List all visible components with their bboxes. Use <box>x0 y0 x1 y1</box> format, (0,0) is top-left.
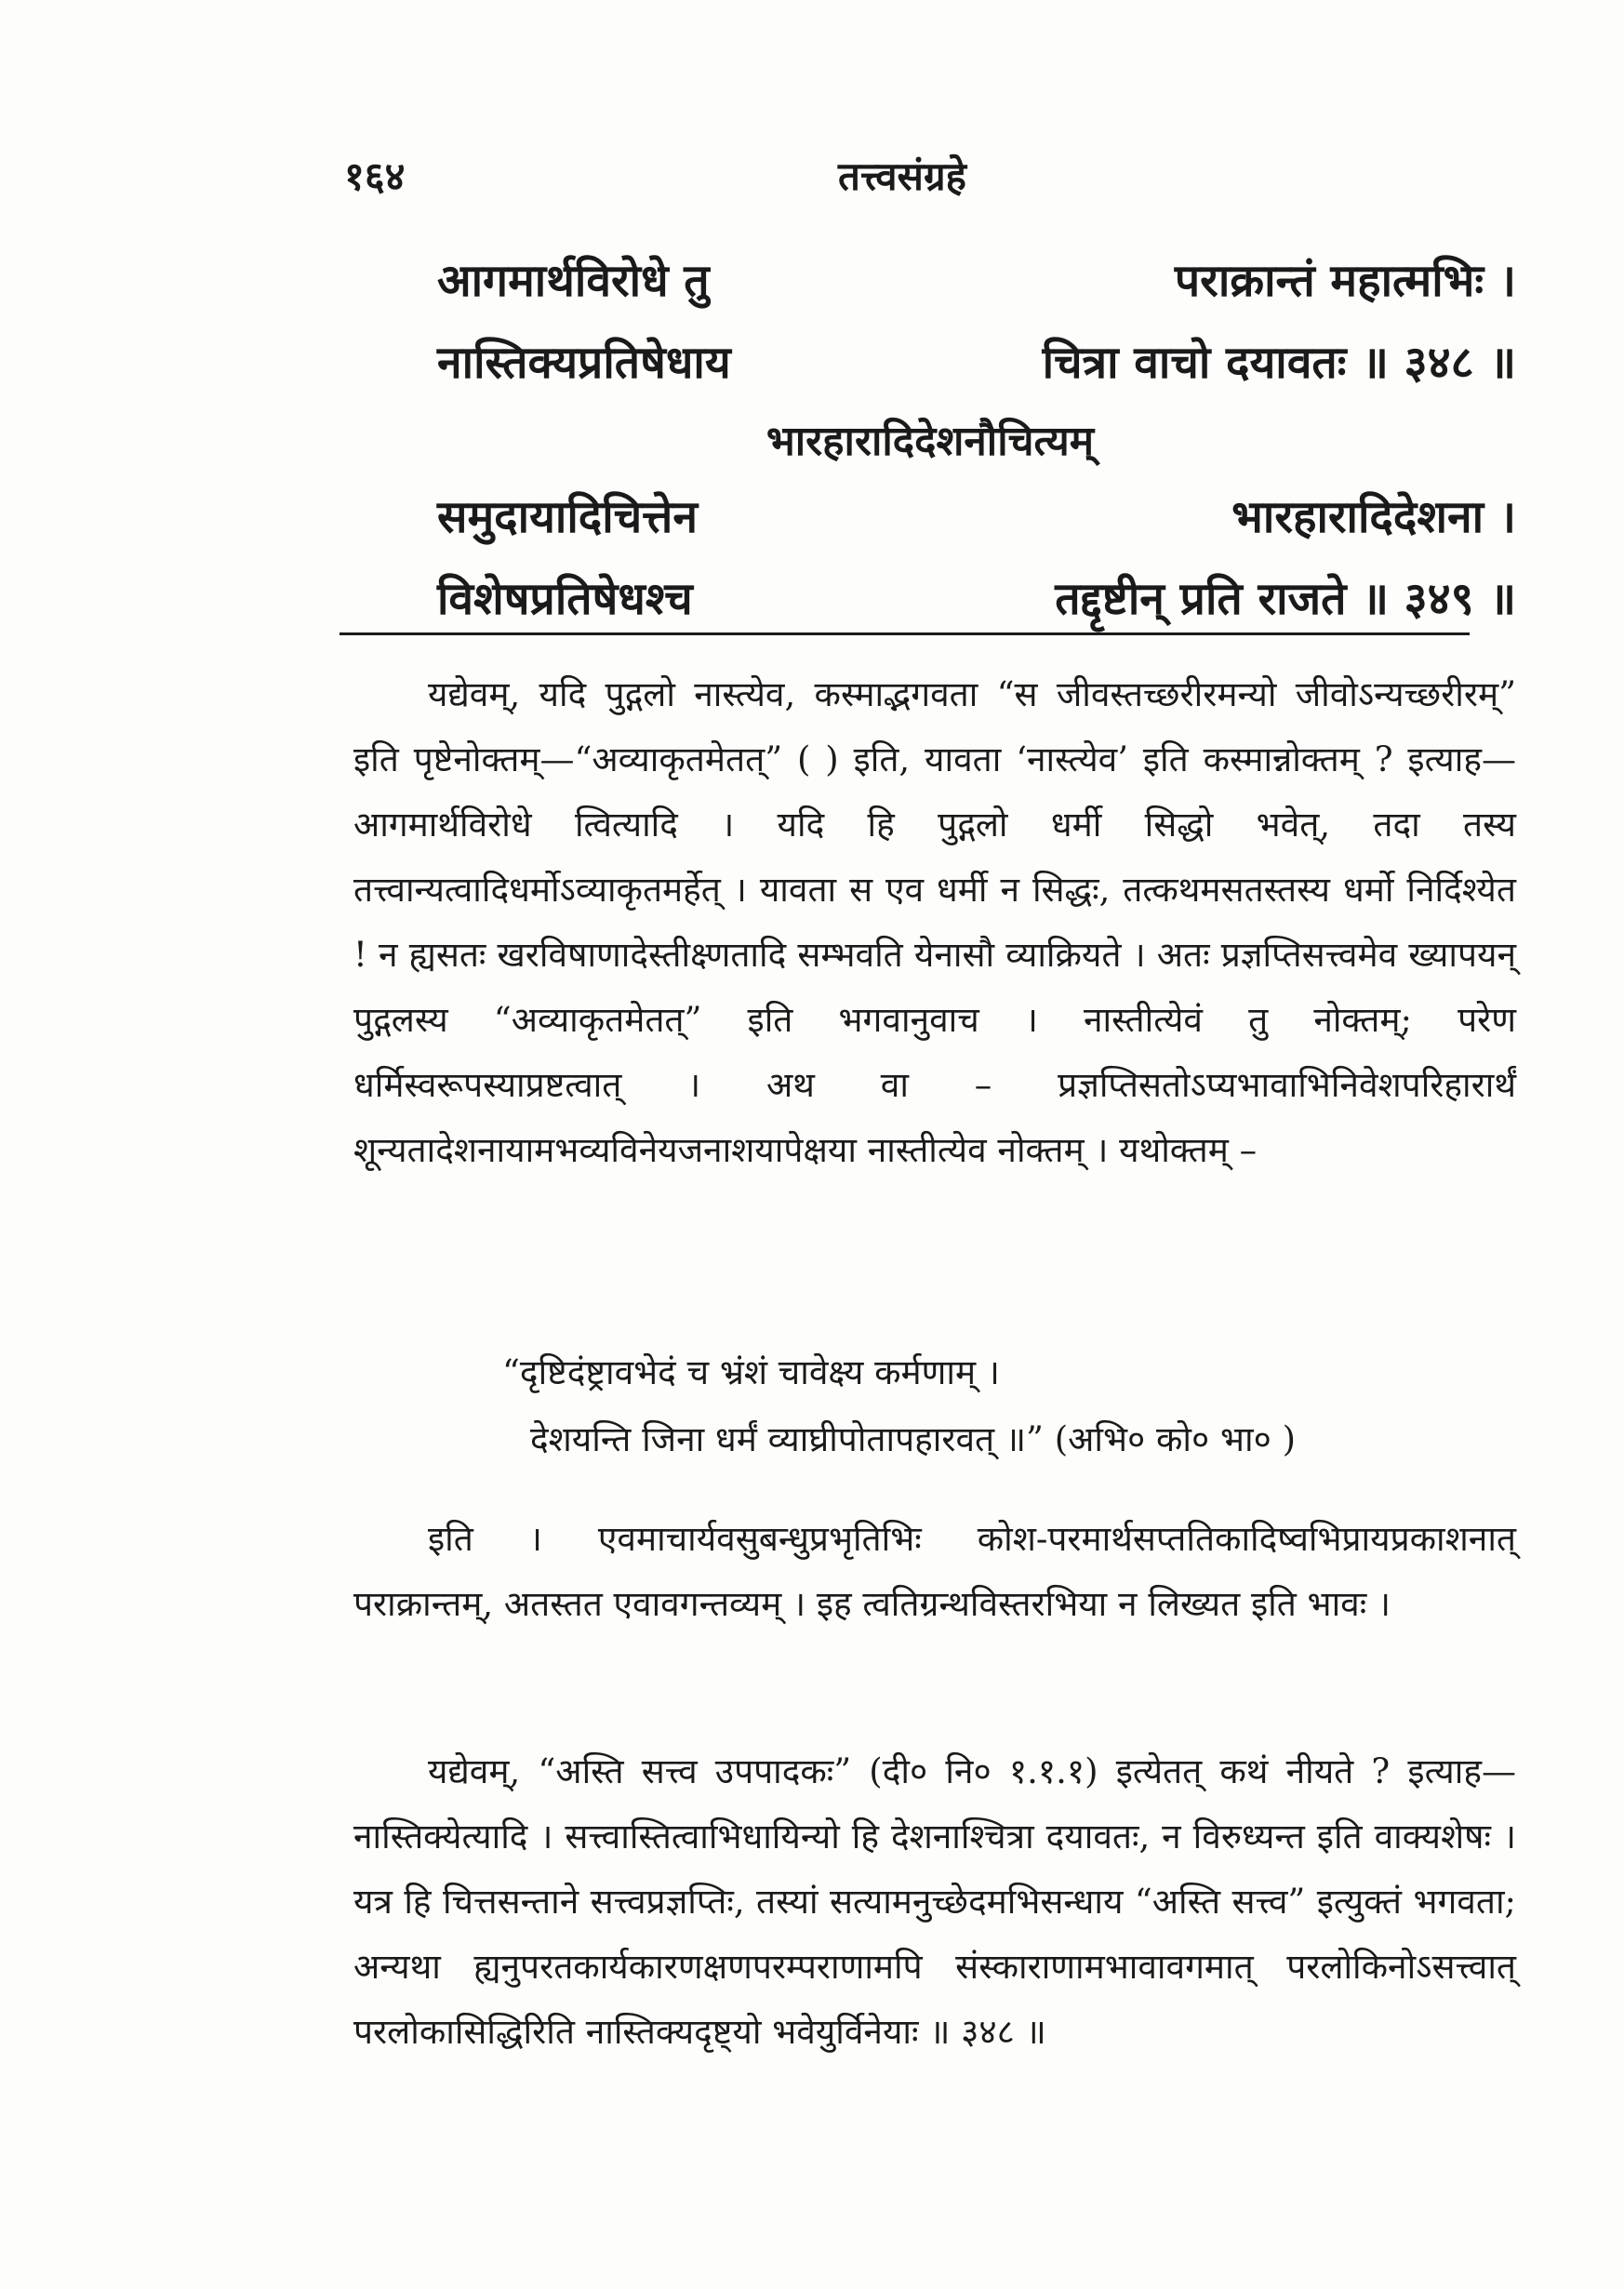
verse-349-line-2 <box>437 558 1516 640</box>
quoted-verse-line-1: “दृष्टिदंष्ट्रावभेदं च भ्रंशं चावेक्ष्य कर्मणाम् । <box>502 1352 1000 1392</box>
verse-349 <box>437 476 1516 640</box>
verse-349-line-2-second-half: तद्दृष्टीन् प्रति राजते ॥ ३४९ ॥ <box>1055 573 1516 625</box>
section-heading: भारहारादिदेशनौचित्यम् <box>765 418 1095 465</box>
commentary-paragraph-2 <box>353 1507 1516 1637</box>
commentary-paragraph-1 <box>353 662 1516 1183</box>
commentary-text-3: यद्येवम्, “अस्ति सत्त्व उपपादकः” (दी० नि० १.१.१) इत्येतत् कथं नीयते ? इत्याह—नास्तिक्येत्यादि । सत्त्वास्तित्वाभिधायिन्यो हि देशनाश्चित्रा दयावतः, न विरुध्यन्त इति वाक्यशेषः । यत्र हि चित्तसन्ताने सत्त्वप्रज्ञप्तिः, तस्यां सत्यामनुच्छेदमभिसन्धाय “अस्ति सत्त्व” इत्युक्तं भगवता; अन्यथा ह्यनुपरतकार्यकारणक्षणपरम्पराणामपि संस्काराणामभावावगमात् परलोकिनोऽसत्त्वात् परलोकासिद्धिरिति नास्तिक्यदृष्ट्यो भवेयुर्विनेयाः ॥ ३४८ ॥ <box>353 1751 1516 2052</box>
verse-348-line-2-first-half: नास्तिक्यप्रतिषेधाय <box>437 337 731 389</box>
verse-348-line-2-second-half: चित्रा वाचो दयावतः ॥ ३४८ ॥ <box>1042 337 1516 389</box>
verse-348-line-1-first-half: आगमार्थविरोधे तु <box>437 255 710 307</box>
page-number: १६४ <box>344 153 406 199</box>
commentary-paragraph-3 <box>353 1739 1516 2065</box>
running-title: तत्त्वसंग्रहे <box>838 153 966 199</box>
verse-348-line-1 <box>437 240 1516 322</box>
verse-349-line-1-second-half: भारहारादिदेशना । <box>1231 491 1516 543</box>
verse-348-line-1-second-half: पराक्रान्तं महात्मभिः । <box>1174 255 1516 307</box>
verse-349-line-2-first-half: विशेषप्रतिषेधश्च <box>437 573 693 625</box>
verse-349-line-1 <box>437 476 1516 558</box>
quoted-verse <box>502 1339 1525 1473</box>
quoted-verse-line-2: देशयन्ति जिना धर्मं व्याघ्रीपोतापहारवत् ॥” (अभि० को० भा० ) <box>530 1419 1297 1459</box>
horizontal-rule <box>339 632 1470 635</box>
verse-349-line-1-first-half: समुदायादिचित्तेन <box>437 491 698 543</box>
page-header <box>344 149 1460 205</box>
verse-348 <box>437 240 1516 404</box>
verse-348-line-2 <box>437 322 1516 404</box>
commentary-text-1: यद्येवम्, यदि पुद्गलो नास्त्येव, कस्माद्भगवता “स जीवस्तच्छरीरमन्यो जीवोऽन्यच्छरीरम्” इति पृष्टेनोक्तम्—“अव्याकृतमेतत्” ( ) इति, यावता ‘नास्त्येव’ इति कस्मान्नोक्तम् ? इत्याह—आगमार्थविरोधे त्वित्यादि । यदि हि पुद्गलो धर्मी सिद्धो भवेत्, तदा तस्य तत्त्वान्यत्वादिधर्मोऽव्याकृतमर्हेत् । यावता स एव धर्मी न सिद्धः, तत्कथमसतस्तस्य धर्मो निर्दिश्येत ! न ह्यसतः खरविषाणादेस्तीक्ष्णतादि सम्भवति येनासौ व्याक्रियते । अतः प्रज्ञप्तिसत्त्वमेव ख्यापयन् पुद्गलस्य “अव्याकृतमेतत्” इति भगवानुवाच । नास्तीत्येवं तु नोक्तम्; परेण धर्मिस्वरूपस्याप्रष्टत्वात् । अथ वा – प्रज्ञप्तिसतोऽप्यभावाभिनिवेशपरिहारार्थं शून्यतादेशनायामभव्यविनेयजनाशयापेक्षया नास्तीत्येव नोक्तम् । यथोक्तम् – <box>353 674 1516 1170</box>
commentary-text-2: इति । एवमाचार्यवसुबन्धुप्रभृतिभिः कोश-परमार्थसप्ततिकादिष्वभिप्रायप्रकाशनात् पराक्रान्तम्, अतस्तत एवावगन्तव्यम् । इह त्वतिग्रन्थविस्तरभिया न लिख्यत इति भावः । <box>353 1519 1516 1624</box>
